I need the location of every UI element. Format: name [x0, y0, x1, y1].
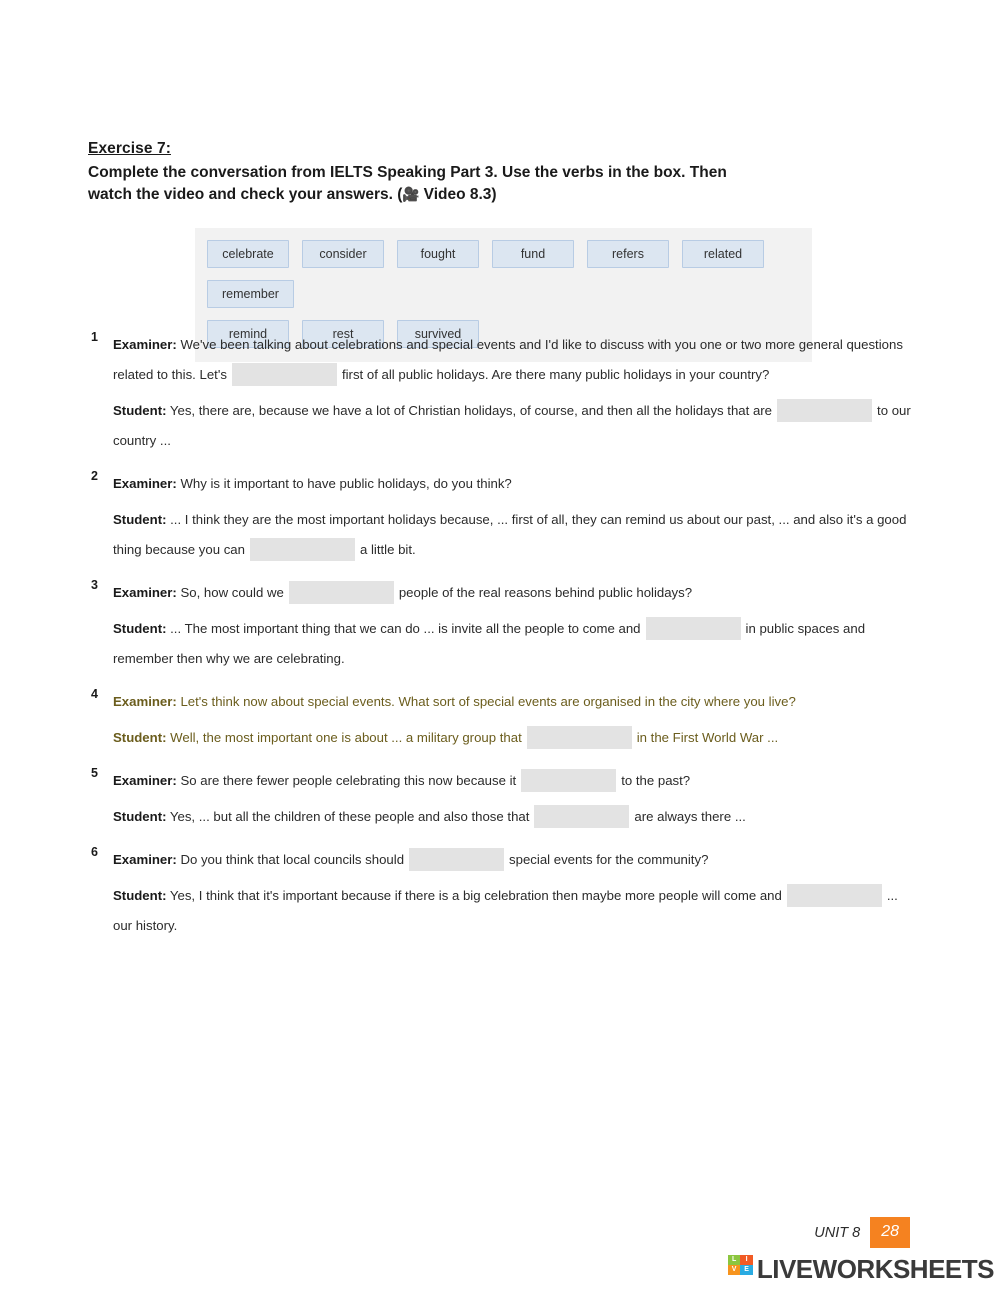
- dialogue-text: Do you think that local councils should: [176, 852, 405, 867]
- exercise-title: Exercise 7:: [88, 140, 171, 157]
- dialogue-number: 3: [91, 578, 98, 592]
- dialogue-text: Let's think now about special events. What sort of special events are organised in the city where you live?: [176, 694, 796, 709]
- instructions-line-1: Complete the conversation from IELTS Speaking Part 3. Use the verbs in the box. Then: [88, 164, 727, 181]
- dialogue-line: [113, 845, 918, 875]
- answer-blank-field[interactable]: [409, 848, 504, 871]
- unit-label: UNIT 8: [814, 1224, 861, 1241]
- dialogue-text: in public spaces and remember then why we are celebrating.: [113, 621, 866, 666]
- word-bank-chip[interactable]: refers: [587, 240, 669, 268]
- speaker-label: Student:: [113, 621, 167, 636]
- exercise-content: [88, 140, 918, 933]
- dialogue-text: Yes, ... but all the children of these people and also those that: [166, 809, 530, 824]
- word-bank-row-1: [207, 240, 800, 308]
- dialogue-line: [113, 881, 918, 941]
- dialogue-text: in the First World War ...: [636, 730, 779, 745]
- dialogue-text: to the past?: [621, 773, 691, 788]
- unit-row: [814, 1217, 910, 1248]
- dialogue-item: [88, 330, 918, 456]
- dialogue-number: 2: [91, 469, 98, 483]
- instructions-line-2-pre: watch the video and check your answers. (: [88, 186, 403, 204]
- answer-blank-field[interactable]: [289, 581, 394, 604]
- dialogue-lines: [113, 330, 918, 456]
- dialogue-line: [113, 723, 918, 753]
- dialogue-line: [113, 578, 918, 608]
- speaker-label: Examiner:: [113, 476, 177, 491]
- dialogue-line: [113, 802, 918, 832]
- dialogue-text: people of the real reasons behind public holidays?: [398, 585, 693, 600]
- dialogue-text: first of all public holidays. Are there many public holidays in your country?: [341, 367, 770, 382]
- dialogue-item: [88, 578, 918, 674]
- speaker-label: Student:: [113, 888, 167, 903]
- dialogue-line: [113, 505, 918, 565]
- logo-letter-v: V: [728, 1265, 741, 1275]
- dialogue-text: Why is it important to have public holidays, do you think?: [176, 476, 512, 491]
- answer-blank-field[interactable]: [646, 617, 741, 640]
- word-bank-chip[interactable]: survived: [397, 320, 479, 348]
- answer-blank-field[interactable]: [521, 769, 616, 792]
- dialogue-line: [113, 614, 918, 674]
- page-footer: [728, 1217, 994, 1285]
- liveworksheets-logo-icon: [728, 1255, 753, 1285]
- dialogue-text: We've been talking about celebrations and special events and I'd like to discuss with you one or two more general questions related to this. Let's: [113, 337, 903, 382]
- dialogue-text: Yes, there are, because we have a lot of Christian holidays, of course, and then all the holidays that are: [166, 403, 773, 418]
- dialogue-line: [113, 396, 918, 456]
- dialogue-lines: [113, 766, 918, 832]
- answer-blank-field[interactable]: [527, 726, 632, 749]
- dialogue-text: ... I think they are the most important holidays because, ... first of all, they can remind us about our past, ... and also it's a good thing because you can: [113, 512, 907, 557]
- dialogue-text: So are there fewer people celebrating this now because it: [176, 773, 517, 788]
- dialogue-item: [88, 766, 918, 832]
- word-bank-chip[interactable]: remember: [207, 280, 294, 308]
- answer-blank-field[interactable]: [232, 363, 337, 386]
- speaker-label: Examiner:: [113, 694, 177, 709]
- speaker-label: Examiner:: [113, 585, 177, 600]
- dialogue-text: ... The most important thing that we can do ... is invite all the people to come and: [166, 621, 641, 636]
- speaker-label: Examiner:: [113, 337, 177, 352]
- word-bank-chip[interactable]: related: [682, 240, 764, 268]
- speaker-label: Examiner:: [113, 852, 177, 867]
- answer-blank-field[interactable]: [787, 884, 882, 907]
- dialogue-list: [88, 330, 918, 954]
- brand-name: LIVEWORKSHEETS: [756, 1254, 994, 1284]
- dialogue-text: So, how could we: [176, 585, 284, 600]
- dialogue-lines: [113, 578, 918, 674]
- dialogue-number: 6: [91, 845, 98, 859]
- dialogue-text: a little bit.: [359, 542, 416, 557]
- answer-blank-field[interactable]: [250, 538, 355, 561]
- word-bank-chip[interactable]: celebrate: [207, 240, 289, 268]
- speaker-label: Student:: [113, 403, 167, 418]
- answer-blank-field[interactable]: [777, 399, 872, 422]
- logo-blank-2: [740, 1275, 753, 1285]
- dialogue-lines: [113, 845, 918, 941]
- logo-letter-l: L: [728, 1255, 741, 1265]
- speaker-label: Examiner:: [113, 773, 177, 788]
- dialogue-item: [88, 845, 918, 941]
- exercise-instructions: [88, 162, 900, 207]
- logo-letter-e: E: [740, 1265, 753, 1275]
- brand-row: [728, 1254, 994, 1285]
- word-bank-chip[interactable]: rest: [302, 320, 384, 348]
- dialogue-line: [113, 687, 918, 717]
- speaker-label: Student:: [113, 512, 167, 527]
- dialogue-lines: [113, 687, 918, 753]
- dialogue-text: to our country ...: [113, 403, 911, 448]
- dialogue-line: [113, 766, 918, 796]
- dialogue-number: 1: [91, 330, 98, 344]
- dialogue-line: [113, 469, 918, 499]
- page-number-badge: 28: [870, 1217, 910, 1248]
- dialogue-item: [88, 687, 918, 753]
- word-bank-chip[interactable]: consider: [302, 240, 384, 268]
- speaker-label: Student:: [113, 730, 167, 745]
- answer-blank-field[interactable]: [534, 805, 629, 828]
- word-bank-chip[interactable]: fought: [397, 240, 479, 268]
- word-bank-chip[interactable]: remind: [207, 320, 289, 348]
- word-bank-chip[interactable]: fund: [492, 240, 574, 268]
- dialogue-item: [88, 469, 918, 565]
- dialogue-lines: [113, 469, 918, 565]
- dialogue-text: ... our history.: [113, 888, 898, 933]
- dialogue-text: Yes, I think that it's important because if there is a big celebration then maybe more people will come and: [166, 888, 782, 903]
- logo-blank-1: [728, 1275, 741, 1285]
- dialogue-text: special events for the community?: [509, 852, 709, 867]
- video-camera-icon: 🎥: [402, 186, 420, 203]
- speaker-label: Student:: [113, 809, 167, 824]
- dialogue-number: 5: [91, 766, 98, 780]
- instructions-line-2-post: Video 8.3): [419, 186, 497, 204]
- dialogue-text: Well, the most important one is about ... a military group that: [166, 730, 522, 745]
- dialogue-line: [113, 330, 918, 390]
- dialogue-text: are always there ...: [634, 809, 746, 824]
- dialogue-number: 4: [91, 687, 98, 701]
- logo-letter-i: I: [740, 1255, 753, 1265]
